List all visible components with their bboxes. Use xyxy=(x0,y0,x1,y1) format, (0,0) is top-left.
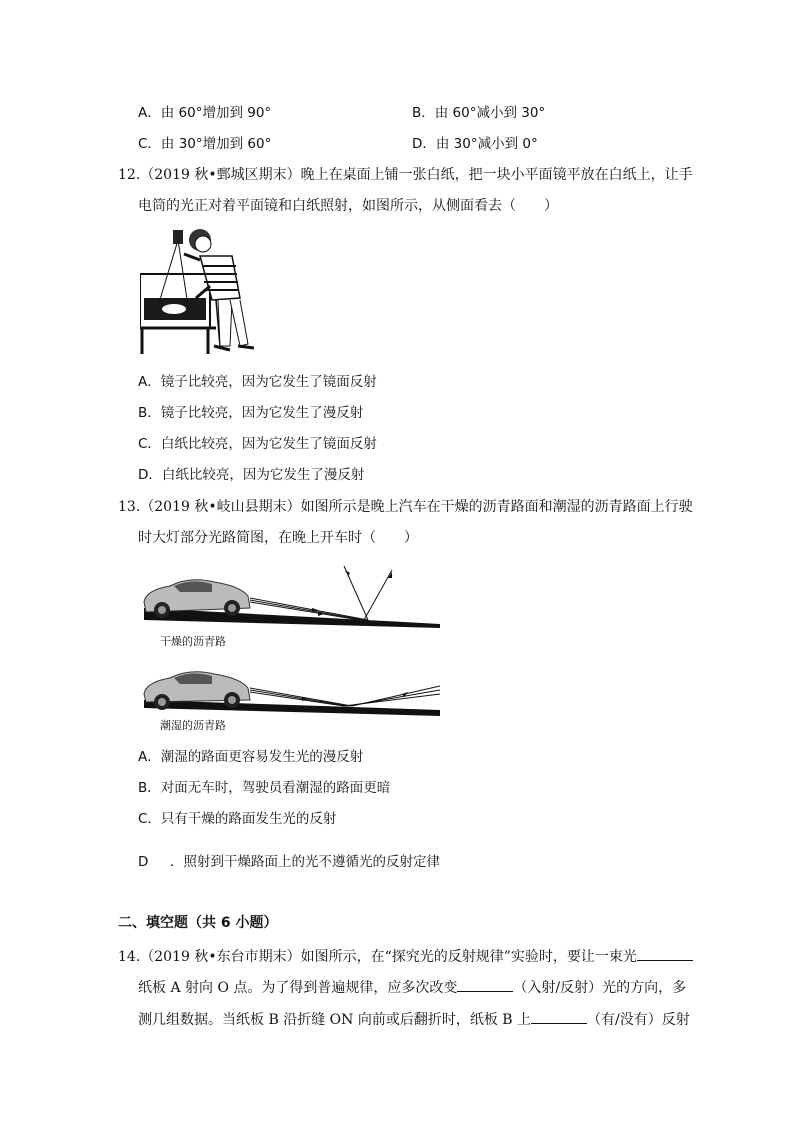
q11-option-a: A．由 60°增加到 90° xyxy=(138,105,272,121)
q13-option-b: B．对面无车时，驾驶员看潮湿的路面更暗 xyxy=(138,780,391,796)
q11-option-b: B．由 60°减小到 30° xyxy=(412,105,546,121)
q13-stem-line2: 时大灯部分光路简图，在晚上开车时（ ） xyxy=(138,530,418,546)
wet-road-figure xyxy=(140,664,442,718)
q13-option-c: C．只有干燥的路面发生光的反射 xyxy=(138,811,337,827)
wet-road-caption: 潮湿的沥青路 xyxy=(160,719,226,732)
dry-road-caption: 干燥的沥青路 xyxy=(160,635,226,648)
section-title: 二、填空题（共 6 小题） xyxy=(118,915,278,931)
q12-option-b: B．镜子比较亮，因为它发生了漫反射 xyxy=(138,405,364,421)
q13-option-a: A．潮湿的路面更容易发生光的漫反射 xyxy=(138,749,364,765)
q14-stem-line3 xyxy=(138,1008,690,1030)
q12-stem-line2: 电筒的光正对着平面镜和白纸照射，如图所示，从侧面看去（ ） xyxy=(138,198,558,214)
flashlight-mirror-figure xyxy=(140,226,256,356)
q14-text-3: （入射/反射）光的方向，多 xyxy=(513,980,687,996)
q12-stem-line1: 12.（2019 秋•鄄城区期末）晚上在桌面上铺一张白纸，把一块小平面镜平放在白纸上，让手 xyxy=(118,167,693,183)
q14-text-2: 纸板 A 射向 O 点。为了得到普遍规律，应多次改变 xyxy=(138,980,458,996)
q12-option-a: A．镜子比较亮，因为它发生了镜面反射 xyxy=(138,374,377,390)
q14-text-5: （有/没有）反射 xyxy=(587,1012,690,1028)
q12-option-c: C．白纸比较亮，因为它发生了镜面反射 xyxy=(138,436,377,452)
q14-stem-line2 xyxy=(138,976,686,998)
q11-option-d: D．由 30°减小到 0° xyxy=(412,136,538,152)
q14-text-1: 14.（2019 秋•东台市期末）如图所示，在“探究光的反射规律”实验时，要让一束光 xyxy=(118,949,637,965)
q14-stem-line1 xyxy=(118,945,693,967)
q14-blank-2[interactable] xyxy=(457,976,513,992)
q14-text-4: 测几组数据。当纸板 B 沿折缝 ON 向前或后翻折时，纸板 B 上 xyxy=(138,1012,532,1028)
q13-option-d-letter: D xyxy=(138,854,149,870)
q12-option-d: D．白纸比较亮，因为它发生了漫反射 xyxy=(138,467,365,483)
q14-blank-1[interactable] xyxy=(637,945,693,961)
dry-road-figure xyxy=(140,562,442,634)
q13-option-d: ．照射到干燥路面上的光不遵循光的反射定律 xyxy=(170,854,440,870)
q14-blank-3[interactable] xyxy=(531,1008,587,1024)
q11-option-c: C．由 30°增加到 60° xyxy=(138,136,272,152)
q13-stem-line1: 13.（2019 秋•岐山县期末）如图所示是晚上汽车在干燥的沥青路面和潮湿的沥青路面上行驶 xyxy=(118,499,693,515)
